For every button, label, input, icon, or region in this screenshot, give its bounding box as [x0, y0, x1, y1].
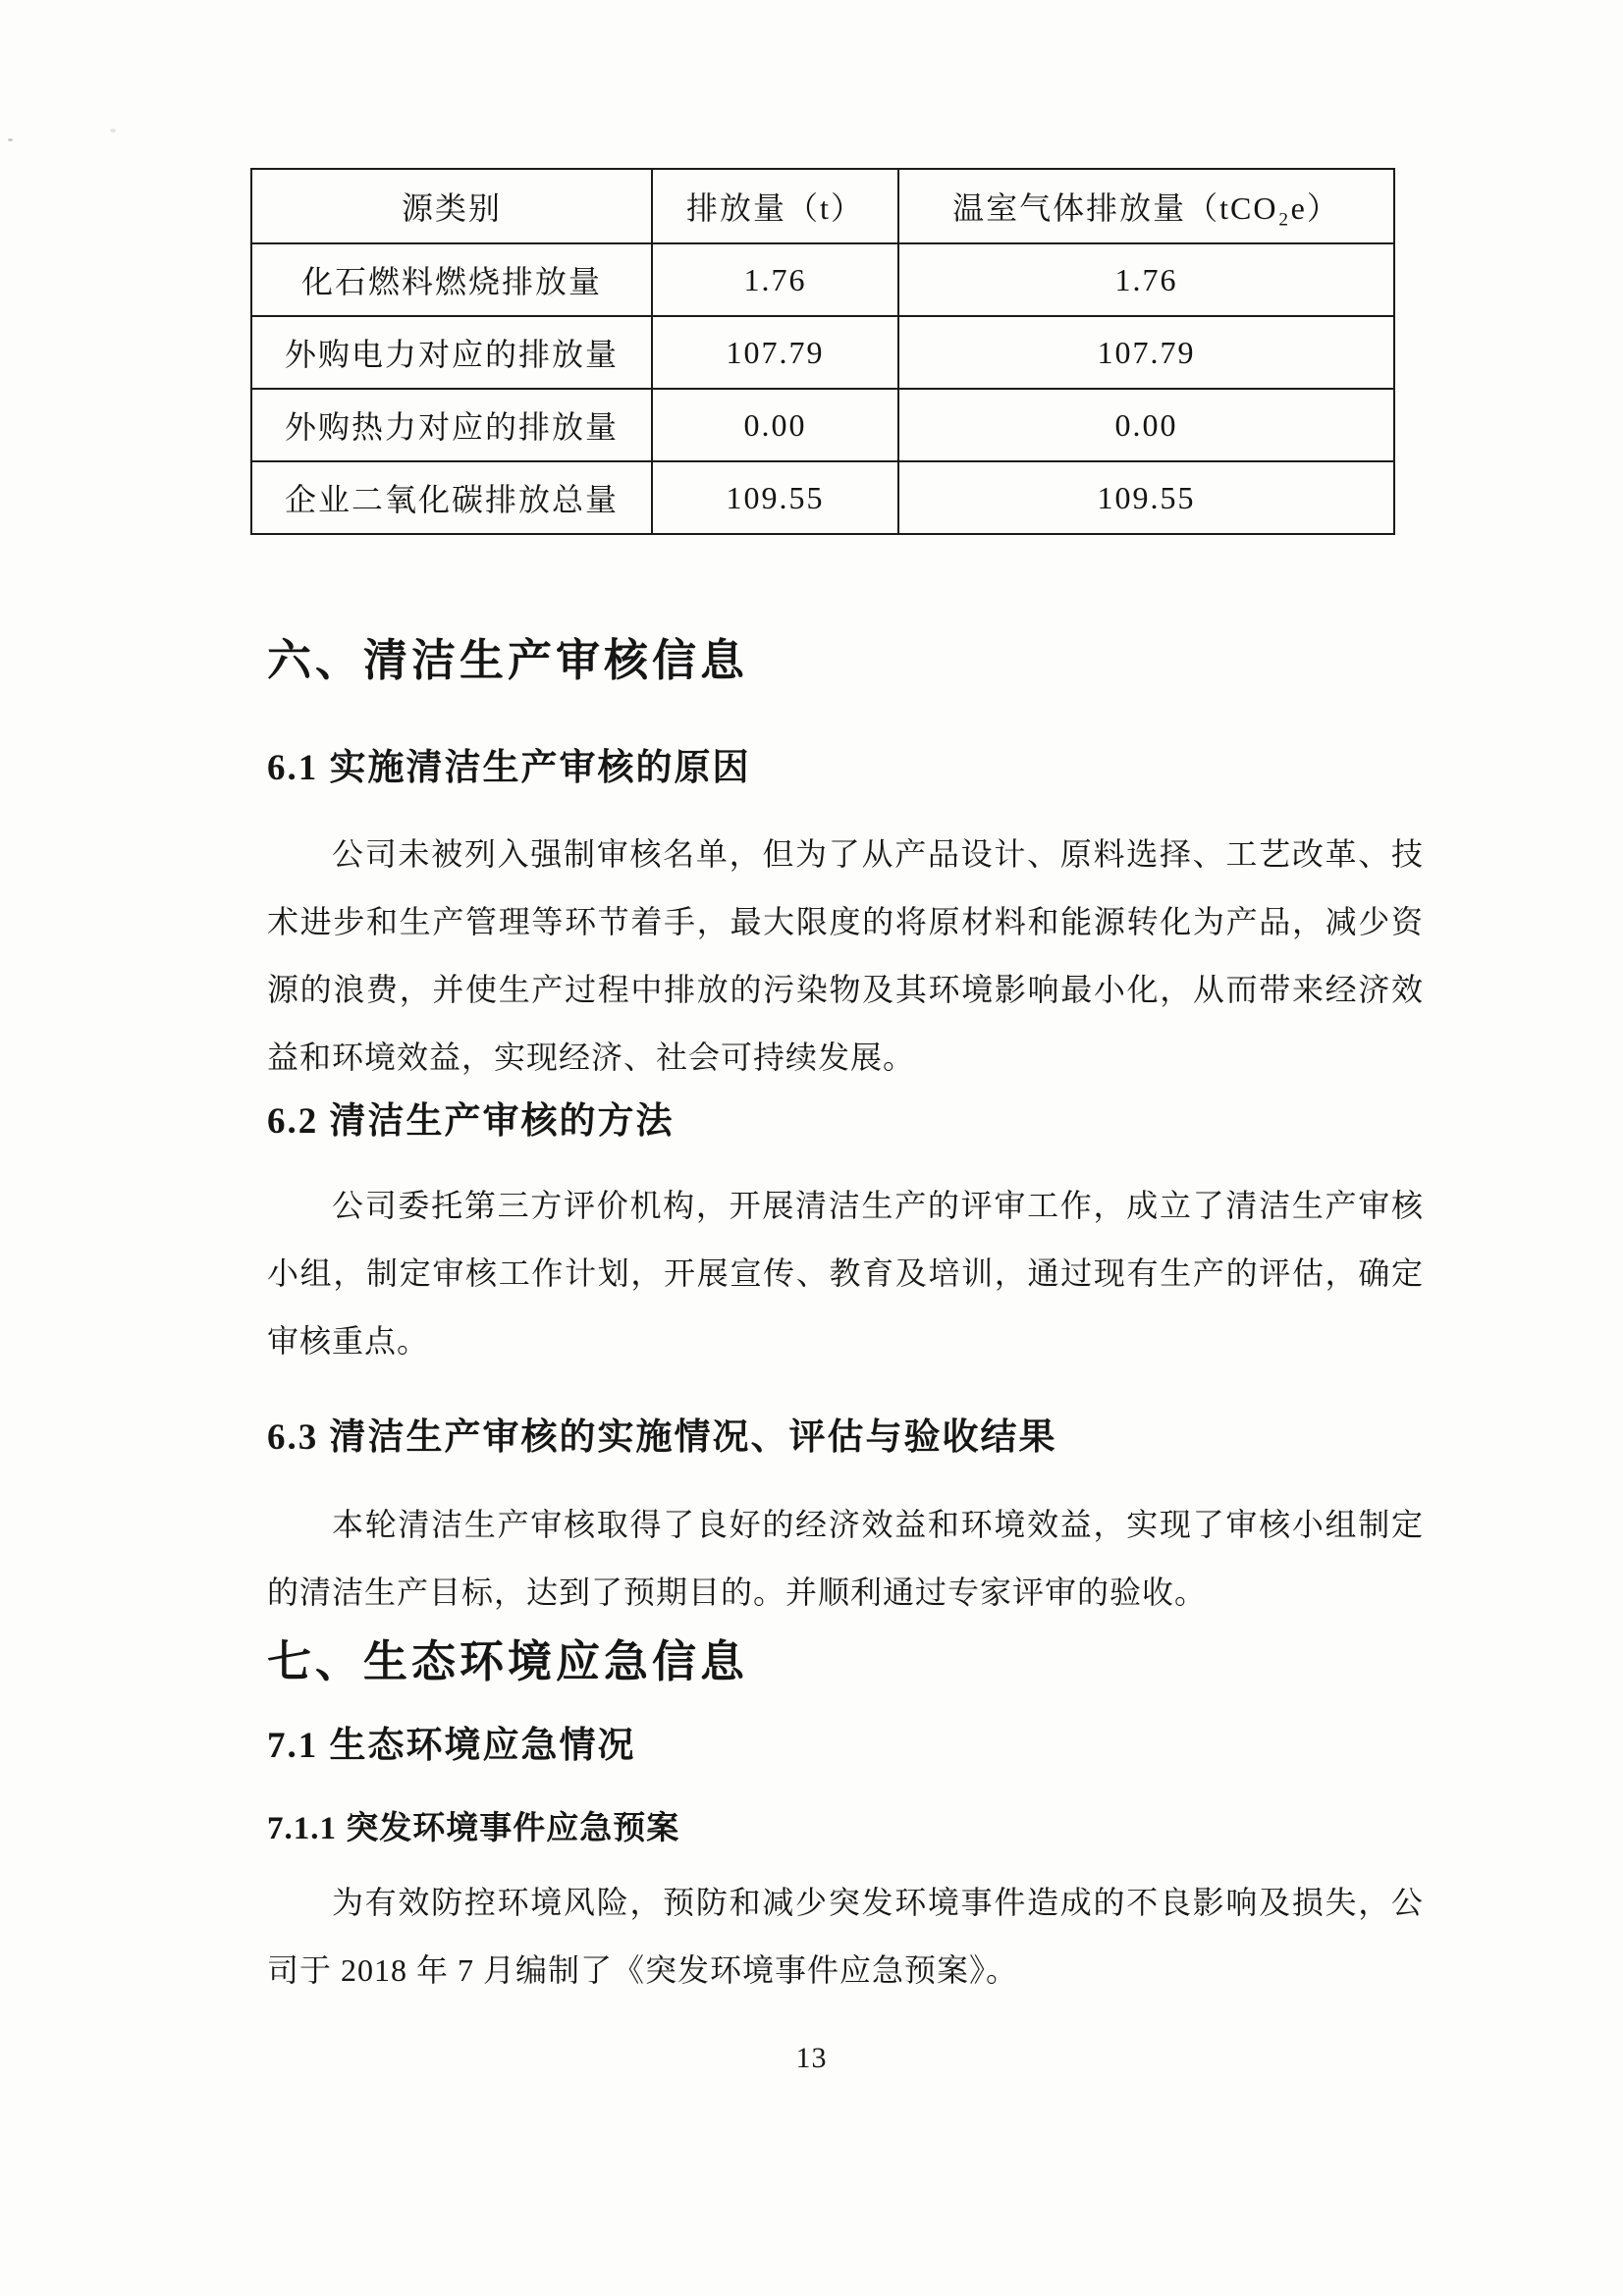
table-row: [251, 243, 1394, 316]
paragraph-6-3: [267, 1491, 1424, 1627]
table-cell: 109.55: [652, 461, 898, 534]
paragraph-line: 小组，制定审核工作计划，开展宣传、教育及培训，通过现有生产的评估，确定: [267, 1255, 1424, 1291]
paragraph-line: 为有效防控环境风险，预防和减少突发环境事件造成的不良影响及损失，公: [332, 1885, 1424, 1920]
subsection-heading-6-3: 6.3 清洁生产审核的实施情况、评估与验收结果: [267, 1417, 1057, 1458]
emission-summary-table: [250, 168, 1395, 535]
scan-speck: [110, 129, 116, 133]
table-header-cell: 源类别: [251, 169, 652, 243]
paragraph-6-1: [267, 821, 1424, 1092]
paragraph-line: 术进步和生产管理等环节着手，最大限度的将原材料和能源转化为产品，减少资: [267, 904, 1424, 939]
table-cell: 107.79: [898, 316, 1394, 389]
paragraph-line: 本轮清洁生产审核取得了良好的经济效益和环境效益，实现了审核小组制定: [332, 1507, 1424, 1542]
page-number: 13: [795, 2042, 828, 2074]
table-header-cell: 温室气体排放量（tCO₂e）: [898, 169, 1394, 243]
paragraph-line: 审核重点。: [267, 1323, 430, 1359]
paragraph-line: 源的浪费，并使生产过程中排放的污染物及其环境影响最小化，从而带来经济效: [267, 972, 1424, 1007]
subsection-heading-6-1: 6.1 实施清洁生产审核的原因: [267, 748, 751, 788]
table-cell: 1.76: [652, 243, 898, 316]
paragraph-7-1-1: [267, 1869, 1424, 2004]
table-body: [251, 243, 1394, 534]
paragraph-line: 的清洁生产目标，达到了预期目的。并顺利通过专家评审的验收。: [267, 1575, 1208, 1610]
table-cell: 107.79: [652, 316, 898, 389]
table-header-row: [251, 169, 1394, 243]
table-cell: 0.00: [652, 389, 898, 461]
table-cell: 0.00: [898, 389, 1394, 461]
table-row: [251, 316, 1394, 389]
table-header-cell: 排放量（t）: [652, 169, 898, 243]
subsection-heading-7-1: 7.1 生态环境应急情况: [267, 1726, 636, 1766]
table-cell: 外购电力对应的排放量: [251, 316, 652, 389]
table-cell: 化石燃料燃烧排放量: [251, 243, 652, 316]
table-row: [251, 461, 1394, 534]
subsection-heading-7-1-1: 7.1.1 突发环境事件应急预案: [267, 1811, 680, 1846]
table-row: [251, 389, 1394, 461]
table-cell: 企业二氧化碳排放总量: [251, 461, 652, 534]
paragraph-6-2: [267, 1172, 1424, 1375]
paragraph-line: 益和环境效益，实现经济、社会可持续发展。: [267, 1040, 916, 1075]
table-cell: 1.76: [898, 243, 1394, 316]
table-cell: 外购热力对应的排放量: [251, 389, 652, 461]
paragraph-line: 公司委托第三方评价机构，开展清洁生产的评审工作，成立了清洁生产审核: [332, 1188, 1424, 1223]
scan-speck: [8, 138, 13, 141]
paragraph-line: 公司未被列入强制审核名单，但为了从产品设计、原料选择、工艺改革、技: [332, 836, 1424, 872]
paragraph-line: 司于 2018 年 7 月编制了《突发环境事件应急预案》。: [267, 1952, 1019, 1988]
table-cell: 109.55: [898, 461, 1394, 534]
section-heading-6: 六、清洁生产审核信息: [267, 636, 749, 685]
subsection-heading-6-2: 6.2 清洁生产审核的方法: [267, 1101, 675, 1142]
section-heading-7: 七、生态环境应急信息: [267, 1637, 749, 1686]
